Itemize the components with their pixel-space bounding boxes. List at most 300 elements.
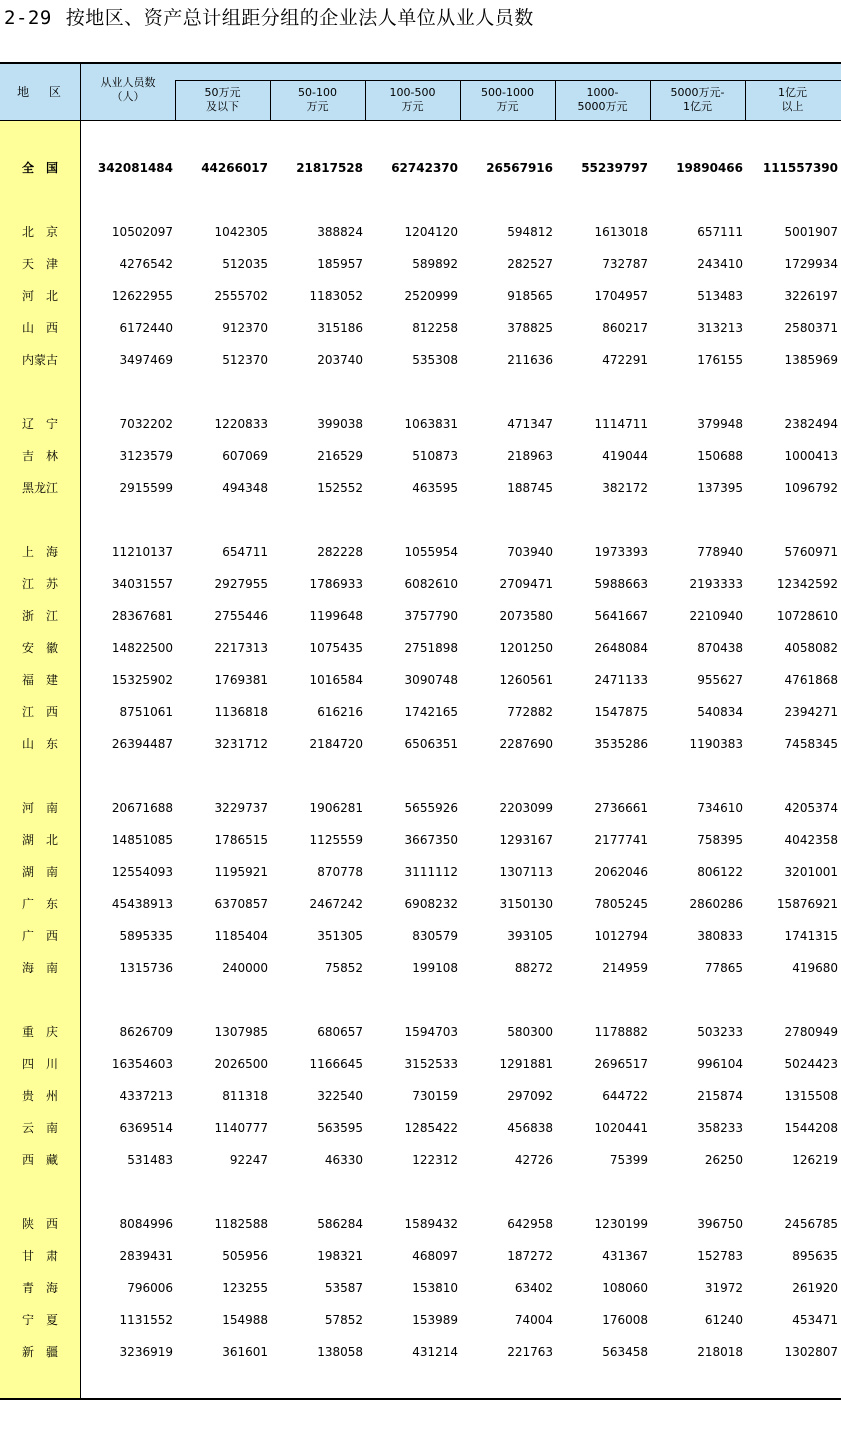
value-cell: 393105 bbox=[507, 929, 553, 943]
value-cell: 431367 bbox=[602, 1249, 648, 1263]
header-column-4: 500-1000 万元 bbox=[481, 86, 534, 113]
value-cell: 494348 bbox=[222, 481, 268, 495]
total-cell: 15325902 bbox=[111, 673, 173, 687]
table-number: 2-29 bbox=[4, 7, 52, 29]
value-cell: 297092 bbox=[507, 1089, 553, 1103]
value-cell: 2177741 bbox=[594, 833, 648, 847]
value-cell: 214959 bbox=[602, 961, 648, 975]
value-cell: 261920 bbox=[792, 1281, 838, 1295]
value-cell: 1182588 bbox=[214, 1217, 268, 1231]
value-cell: 1906281 bbox=[309, 801, 363, 815]
region-name: 辽 宁 bbox=[21, 417, 58, 431]
total-cell: 7032202 bbox=[119, 417, 173, 431]
total-cell: 8626709 bbox=[119, 1025, 173, 1039]
total-cell: 1315736 bbox=[119, 961, 173, 975]
value-cell: 1125559 bbox=[309, 833, 363, 847]
value-cell: 1589432 bbox=[404, 1217, 458, 1231]
value-cell: 396750 bbox=[697, 1217, 743, 1231]
value-cell: 1055954 bbox=[404, 545, 458, 559]
region-name: 内蒙古 bbox=[21, 353, 58, 367]
table-row bbox=[0, 792, 841, 824]
value-cell: 3090748 bbox=[404, 673, 458, 687]
value-cell: 6082610 bbox=[404, 577, 458, 591]
value-cell: 1285422 bbox=[404, 1121, 458, 1135]
value-cell: 42726 bbox=[514, 1153, 553, 1167]
value-cell: 2394271 bbox=[784, 705, 838, 719]
value-cell: 657111 bbox=[697, 225, 743, 239]
value-cell: 218963 bbox=[507, 449, 553, 463]
table-row bbox=[0, 1112, 841, 1144]
total-cell: 11210137 bbox=[111, 545, 173, 559]
header-column-divider bbox=[270, 80, 271, 120]
value-cell: 540834 bbox=[697, 705, 743, 719]
value-cell: 2736661 bbox=[594, 801, 648, 815]
value-cell: 996104 bbox=[697, 1057, 743, 1071]
header-column-7: 1亿元 以上 bbox=[778, 86, 807, 113]
value-cell: 2217313 bbox=[214, 641, 268, 655]
region-name: 宁 夏 bbox=[21, 1313, 58, 1327]
total-cell: 6369514 bbox=[119, 1121, 173, 1135]
value-cell: 1190383 bbox=[689, 737, 743, 751]
table-row bbox=[0, 1240, 841, 1272]
value-cell: 732787 bbox=[602, 257, 648, 271]
value-cell: 2751898 bbox=[404, 641, 458, 655]
value-cell: 75399 bbox=[609, 1153, 648, 1167]
value-cell: 586284 bbox=[317, 1217, 363, 1231]
value-cell: 870778 bbox=[317, 865, 363, 879]
value-cell: 1291881 bbox=[499, 1057, 553, 1071]
table-row bbox=[0, 856, 841, 888]
region-name: 四 川 bbox=[21, 1057, 58, 1071]
value-cell: 2073580 bbox=[499, 609, 553, 623]
value-cell: 74004 bbox=[514, 1313, 553, 1327]
value-cell: 126219 bbox=[792, 1153, 838, 1167]
region-name: 天 津 bbox=[21, 257, 58, 271]
value-cell: 1096792 bbox=[784, 481, 838, 495]
table-bottom-rule bbox=[0, 1398, 841, 1400]
value-cell: 3150130 bbox=[499, 897, 553, 911]
table-row bbox=[0, 568, 841, 600]
value-cell: 7805245 bbox=[594, 897, 648, 911]
value-cell: 1204120 bbox=[404, 225, 458, 239]
region-name: 江 苏 bbox=[21, 577, 58, 591]
table-row bbox=[0, 824, 841, 856]
header-column-3: 100-500 万元 bbox=[389, 86, 436, 113]
value-cell: 185957 bbox=[317, 257, 363, 271]
value-cell: 1075435 bbox=[309, 641, 363, 655]
value-cell: 92247 bbox=[229, 1153, 268, 1167]
table-row bbox=[0, 888, 841, 920]
value-cell: 2193333 bbox=[689, 577, 743, 591]
table-row bbox=[0, 1304, 841, 1336]
table-row bbox=[0, 440, 841, 472]
value-cell: 19890466 bbox=[676, 161, 743, 175]
table-row bbox=[0, 664, 841, 696]
value-cell: 2927955 bbox=[214, 577, 268, 591]
value-cell: 3229737 bbox=[214, 801, 268, 815]
value-cell: 1114711 bbox=[594, 417, 648, 431]
value-cell: 218018 bbox=[697, 1345, 743, 1359]
value-cell: 152552 bbox=[317, 481, 363, 495]
value-cell: 1385969 bbox=[784, 353, 838, 367]
value-cell: 644722 bbox=[602, 1089, 648, 1103]
value-cell: 5641667 bbox=[594, 609, 648, 623]
table-row bbox=[0, 248, 841, 280]
value-cell: 138058 bbox=[317, 1345, 363, 1359]
value-cell: 31972 bbox=[704, 1281, 743, 1295]
value-cell: 2709471 bbox=[499, 577, 553, 591]
header-column-divider bbox=[460, 80, 461, 120]
table-row bbox=[0, 1016, 841, 1048]
value-cell: 1136818 bbox=[214, 705, 268, 719]
value-cell: 5988663 bbox=[594, 577, 648, 591]
value-cell: 472291 bbox=[602, 353, 648, 367]
value-cell: 1201250 bbox=[499, 641, 553, 655]
total-cell: 45438913 bbox=[111, 897, 173, 911]
data-table bbox=[0, 62, 841, 1401]
value-cell: 1178882 bbox=[594, 1025, 648, 1039]
value-cell: 44266017 bbox=[201, 161, 268, 175]
value-cell: 463595 bbox=[412, 481, 458, 495]
value-cell: 1729934 bbox=[784, 257, 838, 271]
value-cell: 2062046 bbox=[594, 865, 648, 879]
value-cell: 203740 bbox=[317, 353, 363, 367]
total-cell: 26394487 bbox=[111, 737, 173, 751]
value-cell: 512370 bbox=[222, 353, 268, 367]
header-column-1: 50万元 及以下 bbox=[204, 86, 241, 113]
value-cell: 358233 bbox=[697, 1121, 743, 1135]
region-name: 西 藏 bbox=[21, 1153, 58, 1167]
value-cell: 4761868 bbox=[784, 673, 838, 687]
value-cell: 378825 bbox=[507, 321, 553, 335]
region-name: 云 南 bbox=[21, 1121, 58, 1135]
region-name: 山 西 bbox=[21, 321, 58, 335]
region-name: 全 国 bbox=[21, 161, 58, 175]
table-row bbox=[0, 152, 841, 184]
value-cell: 1166645 bbox=[309, 1057, 363, 1071]
header-column-divider bbox=[175, 80, 176, 120]
table-row bbox=[0, 344, 841, 376]
header-column-divider bbox=[745, 80, 746, 120]
value-cell: 6370857 bbox=[214, 897, 268, 911]
value-cell: 1544208 bbox=[784, 1121, 838, 1135]
value-cell: 3757790 bbox=[404, 609, 458, 623]
value-cell: 282527 bbox=[507, 257, 553, 271]
total-cell: 5895335 bbox=[119, 929, 173, 943]
value-cell: 5024423 bbox=[784, 1057, 838, 1071]
value-cell: 351305 bbox=[317, 929, 363, 943]
value-cell: 811318 bbox=[222, 1089, 268, 1103]
region-name: 海 南 bbox=[21, 961, 58, 975]
value-cell: 594812 bbox=[507, 225, 553, 239]
value-cell: 153810 bbox=[412, 1281, 458, 1295]
table-row bbox=[0, 1272, 841, 1304]
total-cell: 12622955 bbox=[111, 289, 173, 303]
value-cell: 419680 bbox=[792, 961, 838, 975]
value-cell: 282228 bbox=[317, 545, 363, 559]
value-cell: 1063831 bbox=[404, 417, 458, 431]
region-name: 重 庆 bbox=[21, 1025, 58, 1039]
region-name: 贵 州 bbox=[21, 1089, 58, 1103]
total-cell: 10502097 bbox=[111, 225, 173, 239]
region-name: 上 海 bbox=[21, 545, 58, 559]
table-title bbox=[4, 6, 534, 30]
value-cell: 456838 bbox=[507, 1121, 553, 1135]
region-name: 甘 肃 bbox=[21, 1249, 58, 1263]
value-cell: 419044 bbox=[602, 449, 648, 463]
value-cell: 2287690 bbox=[499, 737, 553, 751]
value-cell: 5001907 bbox=[784, 225, 838, 239]
total-cell: 3236919 bbox=[119, 1345, 173, 1359]
value-cell: 912370 bbox=[222, 321, 268, 335]
value-cell: 88272 bbox=[514, 961, 553, 975]
value-cell: 535308 bbox=[412, 353, 458, 367]
value-cell: 3667350 bbox=[404, 833, 458, 847]
value-cell: 830579 bbox=[412, 929, 458, 943]
value-cell: 2210940 bbox=[689, 609, 743, 623]
table-row bbox=[0, 600, 841, 632]
table-row bbox=[0, 216, 841, 248]
value-cell: 1185404 bbox=[214, 929, 268, 943]
value-cell: 7458345 bbox=[784, 737, 838, 751]
total-cell: 796006 bbox=[127, 1281, 173, 1295]
value-cell: 322540 bbox=[317, 1089, 363, 1103]
value-cell: 2382494 bbox=[784, 417, 838, 431]
header-column-5: 1000- 5000万元 bbox=[577, 86, 628, 113]
region-name: 黑龙江 bbox=[21, 481, 58, 495]
value-cell: 1973393 bbox=[594, 545, 648, 559]
value-cell: 2520999 bbox=[404, 289, 458, 303]
table-top-rule bbox=[0, 62, 841, 64]
header-column-divider bbox=[650, 80, 651, 120]
region-name: 北 京 bbox=[21, 225, 58, 239]
value-cell: 4058082 bbox=[784, 641, 838, 655]
value-cell: 111557390 bbox=[762, 161, 838, 175]
value-cell: 176008 bbox=[602, 1313, 648, 1327]
value-cell: 240000 bbox=[222, 961, 268, 975]
value-cell: 431214 bbox=[412, 1345, 458, 1359]
value-cell: 153989 bbox=[412, 1313, 458, 1327]
value-cell: 680657 bbox=[317, 1025, 363, 1039]
table-row bbox=[0, 696, 841, 728]
table-row bbox=[0, 920, 841, 952]
value-cell: 315186 bbox=[317, 321, 363, 335]
value-cell: 382172 bbox=[602, 481, 648, 495]
value-cell: 77865 bbox=[704, 961, 743, 975]
value-cell: 589892 bbox=[412, 257, 458, 271]
value-cell: 580300 bbox=[507, 1025, 553, 1039]
value-cell: 4205374 bbox=[784, 801, 838, 815]
value-cell: 758395 bbox=[697, 833, 743, 847]
value-cell: 955627 bbox=[697, 673, 743, 687]
value-cell: 1000413 bbox=[784, 449, 838, 463]
table-row bbox=[0, 536, 841, 568]
value-cell: 63402 bbox=[514, 1281, 553, 1295]
value-cell: 1020441 bbox=[594, 1121, 648, 1135]
value-cell: 3226197 bbox=[784, 289, 838, 303]
value-cell: 505956 bbox=[222, 1249, 268, 1263]
value-cell: 55239797 bbox=[581, 161, 648, 175]
total-cell: 4276542 bbox=[119, 257, 173, 271]
value-cell: 4042358 bbox=[784, 833, 838, 847]
total-cell: 2839431 bbox=[119, 1249, 173, 1263]
region-name: 山 东 bbox=[21, 737, 58, 751]
value-cell: 2184720 bbox=[309, 737, 363, 751]
value-cell: 1230199 bbox=[594, 1217, 648, 1231]
total-cell: 3497469 bbox=[119, 353, 173, 367]
value-cell: 399038 bbox=[317, 417, 363, 431]
value-cell: 26250 bbox=[704, 1153, 743, 1167]
total-cell: 14851085 bbox=[111, 833, 173, 847]
value-cell: 57852 bbox=[324, 1313, 363, 1327]
total-cell: 1131552 bbox=[119, 1313, 173, 1327]
value-cell: 5655926 bbox=[404, 801, 458, 815]
region-name: 湖 南 bbox=[21, 865, 58, 879]
table-row bbox=[0, 472, 841, 504]
value-cell: 188745 bbox=[507, 481, 553, 495]
value-cell: 108060 bbox=[602, 1281, 648, 1295]
table-row bbox=[0, 1080, 841, 1112]
value-cell: 895635 bbox=[792, 1249, 838, 1263]
value-cell: 1012794 bbox=[594, 929, 648, 943]
value-cell: 6908232 bbox=[404, 897, 458, 911]
value-cell: 2780949 bbox=[784, 1025, 838, 1039]
value-cell: 512035 bbox=[222, 257, 268, 271]
value-cell: 2026500 bbox=[214, 1057, 268, 1071]
value-cell: 2580371 bbox=[784, 321, 838, 335]
table-row bbox=[0, 280, 841, 312]
region-name: 安 徽 bbox=[21, 641, 58, 655]
value-cell: 152783 bbox=[697, 1249, 743, 1263]
value-cell: 361601 bbox=[222, 1345, 268, 1359]
value-cell: 2696517 bbox=[594, 1057, 648, 1071]
region-name: 江 西 bbox=[21, 705, 58, 719]
header-column-divider bbox=[555, 80, 556, 120]
value-cell: 137395 bbox=[697, 481, 743, 495]
value-cell: 3111112 bbox=[404, 865, 458, 879]
value-cell: 1199648 bbox=[309, 609, 363, 623]
value-cell: 187272 bbox=[507, 1249, 553, 1263]
header-column-divider bbox=[365, 80, 366, 120]
value-cell: 806122 bbox=[697, 865, 743, 879]
table-row bbox=[0, 312, 841, 344]
header-separator bbox=[0, 120, 841, 121]
value-cell: 26567916 bbox=[486, 161, 553, 175]
total-cell: 14822500 bbox=[111, 641, 173, 655]
value-cell: 510873 bbox=[412, 449, 458, 463]
value-cell: 3152533 bbox=[404, 1057, 458, 1071]
value-cell: 1786515 bbox=[214, 833, 268, 847]
value-cell: 2555702 bbox=[214, 289, 268, 303]
value-cell: 1704957 bbox=[594, 289, 648, 303]
value-cell: 1293167 bbox=[499, 833, 553, 847]
table-title-text: 按地区、资产总计组距分组的企业法人单位从业人员数 bbox=[65, 7, 534, 29]
value-cell: 1042305 bbox=[214, 225, 268, 239]
value-cell: 2203099 bbox=[499, 801, 553, 815]
value-cell: 221763 bbox=[507, 1345, 553, 1359]
value-cell: 812258 bbox=[412, 321, 458, 335]
value-cell: 150688 bbox=[697, 449, 743, 463]
value-cell: 1302807 bbox=[784, 1345, 838, 1359]
table-row bbox=[0, 728, 841, 760]
value-cell: 313213 bbox=[697, 321, 743, 335]
value-cell: 471347 bbox=[507, 417, 553, 431]
value-cell: 176155 bbox=[697, 353, 743, 367]
total-cell: 12554093 bbox=[111, 865, 173, 879]
value-cell: 563458 bbox=[602, 1345, 648, 1359]
region-name: 陕 西 bbox=[21, 1217, 58, 1231]
header-total: 从业人员数 （人） bbox=[100, 76, 156, 103]
region-name: 河 南 bbox=[21, 801, 58, 815]
table-row bbox=[0, 1144, 841, 1176]
value-cell: 703940 bbox=[507, 545, 553, 559]
value-cell: 772882 bbox=[507, 705, 553, 719]
value-cell: 453471 bbox=[792, 1313, 838, 1327]
subheader-rule bbox=[175, 80, 841, 81]
region-name: 福 建 bbox=[21, 673, 58, 687]
value-cell: 1307113 bbox=[499, 865, 553, 879]
value-cell: 122312 bbox=[412, 1153, 458, 1167]
value-cell: 388824 bbox=[317, 225, 363, 239]
value-cell: 216529 bbox=[317, 449, 363, 463]
value-cell: 2456785 bbox=[784, 1217, 838, 1231]
total-cell: 20671688 bbox=[111, 801, 173, 815]
value-cell: 379948 bbox=[697, 417, 743, 431]
value-cell: 870438 bbox=[697, 641, 743, 655]
value-cell: 1140777 bbox=[214, 1121, 268, 1135]
value-cell: 1183052 bbox=[309, 289, 363, 303]
total-cell: 3123579 bbox=[119, 449, 173, 463]
value-cell: 5760971 bbox=[784, 545, 838, 559]
value-cell: 12342592 bbox=[776, 577, 838, 591]
value-cell: 1315508 bbox=[784, 1089, 838, 1103]
total-cell: 28367681 bbox=[111, 609, 173, 623]
total-cell: 342081484 bbox=[97, 161, 173, 175]
region-name: 广 东 bbox=[21, 897, 58, 911]
region-name: 广 西 bbox=[21, 929, 58, 943]
value-cell: 654711 bbox=[222, 545, 268, 559]
value-cell: 198321 bbox=[317, 1249, 363, 1263]
value-cell: 563595 bbox=[317, 1121, 363, 1135]
value-cell: 1260561 bbox=[499, 673, 553, 687]
value-cell: 21817528 bbox=[296, 161, 363, 175]
value-cell: 46330 bbox=[324, 1153, 363, 1167]
value-cell: 380833 bbox=[697, 929, 743, 943]
value-cell: 2755446 bbox=[214, 609, 268, 623]
value-cell: 1220833 bbox=[214, 417, 268, 431]
value-cell: 1769381 bbox=[214, 673, 268, 687]
value-cell: 123255 bbox=[222, 1281, 268, 1295]
value-cell: 2860286 bbox=[689, 897, 743, 911]
region-name: 湖 北 bbox=[21, 833, 58, 847]
value-cell: 1741315 bbox=[784, 929, 838, 943]
table-row bbox=[0, 1208, 841, 1240]
value-cell: 62742370 bbox=[391, 161, 458, 175]
value-cell: 778940 bbox=[697, 545, 743, 559]
value-cell: 53587 bbox=[324, 1281, 363, 1295]
region-name: 吉 林 bbox=[21, 449, 58, 463]
value-cell: 503233 bbox=[697, 1025, 743, 1039]
total-cell: 16354603 bbox=[111, 1057, 173, 1071]
value-cell: 2467242 bbox=[309, 897, 363, 911]
value-cell: 61240 bbox=[704, 1313, 743, 1327]
value-cell: 2471133 bbox=[594, 673, 648, 687]
value-cell: 513483 bbox=[697, 289, 743, 303]
value-cell: 211636 bbox=[507, 353, 553, 367]
total-cell: 4337213 bbox=[119, 1089, 173, 1103]
value-cell: 1307985 bbox=[214, 1025, 268, 1039]
table-row bbox=[0, 408, 841, 440]
